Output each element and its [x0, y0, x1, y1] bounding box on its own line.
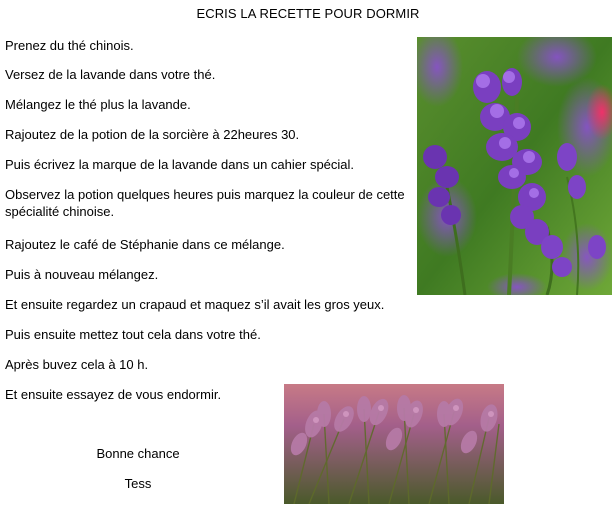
step-12: Et ensuite essayez de vous endormir.	[5, 387, 222, 402]
step-6: Observez la potion quelques heures puis marquez la couleur de cette spécialité chinoise.	[5, 187, 405, 219]
step-9: Et ensuite regardez un crapaud et maquez s’il avait les gros yeux.	[5, 297, 385, 312]
step-8: Puis à nouveau mélangez.	[5, 267, 159, 282]
step-2: Versez de la lavande dans votre thé.	[5, 67, 216, 82]
step-7: Rajoutez le café de Stéphanie dans ce mélange.	[5, 237, 285, 252]
step-1: Prenez du thé chinois.	[5, 38, 134, 53]
step-10: Puis ensuite mettez tout cela dans votre thé.	[5, 327, 261, 342]
step-3: Mélangez le thé plus la lavande.	[5, 97, 191, 112]
page-title: ECRIS LA RECETTE POUR DORMIR	[196, 6, 420, 21]
step-11: Après buvez cela à 10 h.	[5, 357, 149, 372]
lavender-closeup-photo	[417, 37, 612, 295]
step-5: Puis écrivez la marque de la lavande dans un cahier spécial.	[5, 157, 355, 172]
signature: Tess	[124, 476, 152, 491]
closing-text: Bonne chance	[96, 446, 180, 461]
step-4: Rajoutez de la potion de la sorcière à 22heures 30.	[5, 127, 300, 142]
lavender-field-photo	[284, 384, 504, 504]
